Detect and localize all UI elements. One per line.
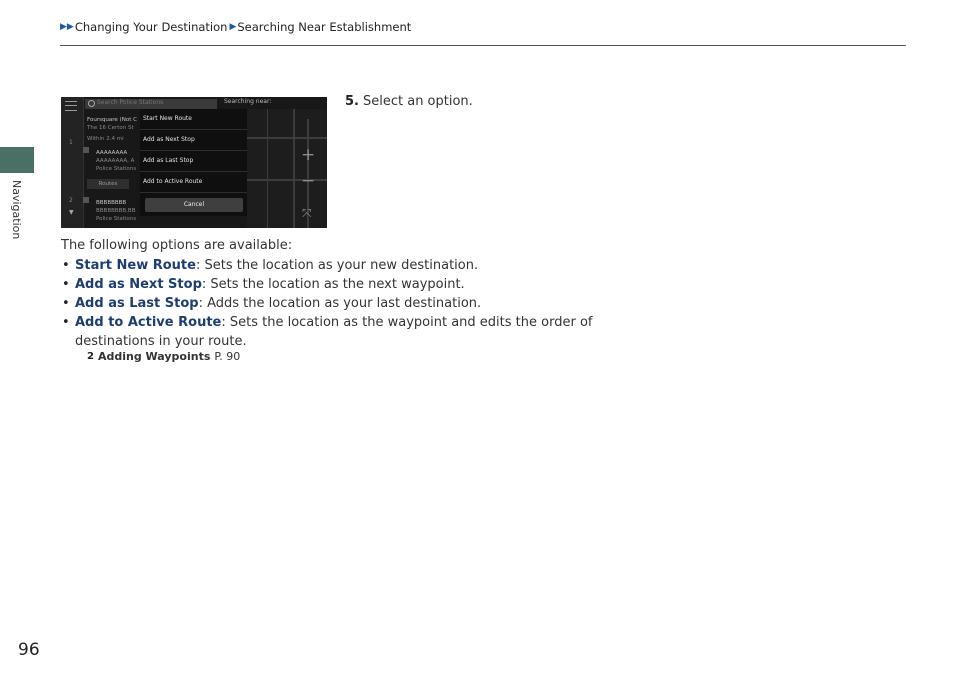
expand-icon: ⤧ bbox=[302, 206, 312, 220]
arrow-right-icon: ▶ bbox=[229, 22, 237, 32]
screen-list-text: AAAAAAAA bbox=[96, 150, 128, 156]
step-text: Select an option. bbox=[362, 94, 473, 109]
screen-list-text: BBBBBBBB,BB bbox=[96, 208, 136, 214]
option-term: Start New Route bbox=[75, 258, 196, 273]
list-item bbox=[61, 275, 601, 294]
screen-list-text: Foursquare (Not C bbox=[87, 117, 137, 123]
cross-reference-link[interactable] bbox=[87, 350, 240, 363]
screen-option-add-as-next-stop: Add as Next Stop bbox=[140, 130, 247, 151]
step-number: 5. bbox=[345, 94, 359, 109]
reference-icon: 2 bbox=[87, 351, 94, 362]
option-description: : Sets the location as your new destination. bbox=[195, 258, 479, 273]
breadcrumb-item[interactable]: Changing Your Destination bbox=[74, 20, 228, 34]
screen-list-text: Within 2.4 mi bbox=[87, 136, 124, 142]
screen-cancel-button: Cancel bbox=[145, 198, 243, 212]
scroll-down-icon: ▼ bbox=[69, 209, 74, 216]
screen-option-start-new-route: Start New Route bbox=[140, 109, 247, 130]
xref-label: Adding Waypoints bbox=[97, 350, 211, 363]
poi-icon bbox=[83, 147, 89, 153]
screen-list-text: Police Stations bbox=[96, 166, 137, 172]
poi-icon bbox=[83, 197, 89, 203]
option-term: Add to Active Route bbox=[75, 315, 222, 330]
screen-map bbox=[247, 109, 327, 228]
result-number: 1 bbox=[69, 139, 73, 146]
screen-routes-button: Routes bbox=[87, 179, 129, 189]
screen-search-placeholder: Search Police Stations bbox=[97, 99, 164, 106]
search-icon bbox=[88, 100, 95, 107]
option-description: : Adds the location as your last destination. bbox=[198, 296, 482, 311]
screen-list-text: BBBBBBBB bbox=[96, 200, 127, 206]
navigation-screenshot bbox=[61, 97, 327, 228]
page-number: 96 bbox=[18, 640, 40, 660]
options-list bbox=[61, 256, 601, 351]
zoom-in-icon: + bbox=[301, 145, 316, 165]
breadcrumb bbox=[60, 20, 411, 34]
searching-near-label: Searching near: bbox=[224, 98, 272, 105]
option-term: Add as Next Stop bbox=[75, 277, 202, 292]
option-term: Add as Last Stop bbox=[75, 296, 199, 311]
option-popup bbox=[140, 109, 247, 216]
xref-page: P. 90 bbox=[214, 350, 241, 363]
list-item bbox=[61, 256, 601, 275]
section-tab-label: Navigation bbox=[10, 180, 23, 240]
list-item bbox=[61, 313, 601, 351]
screen-option-add-to-active-route: Add to Active Route bbox=[140, 172, 247, 193]
screen-option-add-as-last-stop: Add as Last Stop bbox=[140, 151, 247, 172]
screen-sidebar bbox=[61, 97, 84, 228]
screen-list-text: The 16 Certon St bbox=[87, 125, 134, 131]
option-description: : Sets the location as the waypoint and edits the order of destinations in your route. bbox=[75, 315, 593, 349]
screen-search-bar bbox=[85, 99, 217, 109]
screen-list-text: AAAAAAAA, A bbox=[96, 158, 135, 164]
list-item bbox=[61, 294, 601, 313]
breadcrumb-item[interactable]: Searching Near Establishment bbox=[237, 20, 412, 34]
zoom-out-icon: − bbox=[301, 171, 316, 191]
options-intro: The following options are available: bbox=[61, 238, 293, 253]
double-arrow-icon: ▶▶ bbox=[60, 22, 74, 32]
option-description: : Sets the location as the next waypoint. bbox=[201, 277, 465, 292]
result-number: 2 bbox=[69, 197, 73, 204]
step-instruction bbox=[345, 94, 473, 109]
section-tab-marker bbox=[0, 147, 34, 173]
header-divider bbox=[60, 45, 906, 46]
menu-icon bbox=[65, 101, 77, 111]
screen-list-text: Police Stations bbox=[96, 216, 137, 222]
